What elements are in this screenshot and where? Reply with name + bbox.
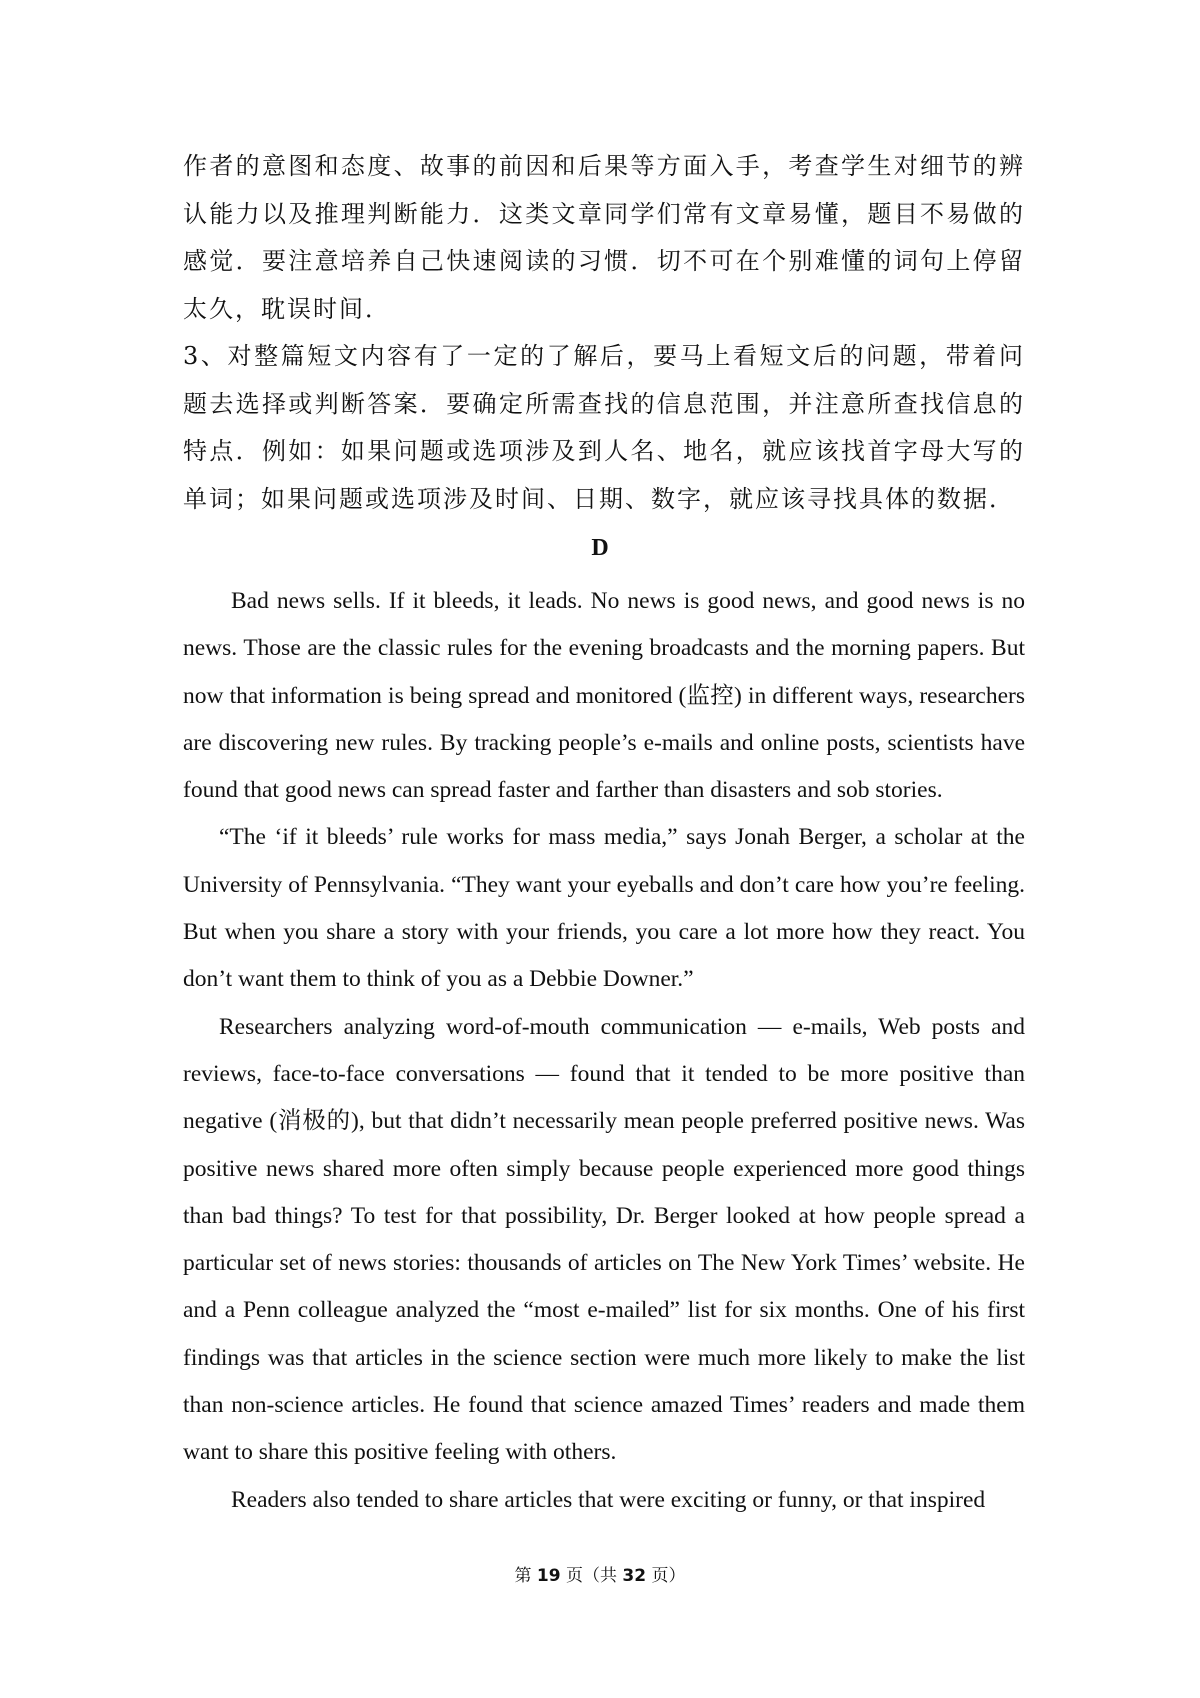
page-footer [0, 1561, 1200, 1586]
article-paragraph-1: Bad news sells. If it bleeds, it leads. No news is good news, and good news is no news. Those are the classic rules for the evening broadcasts and the morning papers. But now that information is being spread and monitored (监控) in different ways, researchers are discovering new rules. By tracking people’s e-mails and online posts, scientists have found that good news can spread faster and farther than disasters and sob stories. [183, 588, 1025, 804]
page-number: 19 [536, 1566, 561, 1586]
article-paragraph-4: Readers also tended to share articles that were exciting or funny, or that inspired [231, 1486, 986, 1513]
footer-prefix: 第 [514, 1566, 532, 1586]
article-paragraph-2: “The ‘if it bleeds’ rule works for mass media,” says Jonah Berger, a scholar at the University of Pennsylvania. “They want your eyeballs and don’t care how you’re feeling. But when you share a story with your friends, you care a lot more how they react. You don’t want them to think of you as a Debbie Downer.” [183, 824, 1025, 993]
intro-paragraph-2: 3、对整篇短文内容有了一定的了解后，要马上看短文后的问题，带着问题去选择或判断答案．要确定所需查找的信息范围，并注意所查找信息的特点．例如：如果问题或选项涉及到人名、地名，就应该找首字母大写的单词；如果问题或选项涉及时间、日期、数字，就应该寻找具体的数据． [183, 342, 1025, 513]
footer-suffix: 页） [651, 1566, 686, 1586]
footer-middle: 页（共 [566, 1566, 617, 1586]
article-paragraph-3: Researchers analyzing word-of-mouth communication — e-mails, Web posts and reviews, face-to-face conversations — found that it tended to be more positive than negative (消极的), but that didn’t necessarily mean people preferred positive news. Was positive news shared more often simply because people experienced more good things than bad things? To test for that possibility, Dr. Berger looked at how people spread a particular set of news stories: thousands of articles on The New York Times’ website. He and a Penn colleague analyzed the “most e-mailed” list for six months. One of his first findings was that articles in the science section were much more likely to make the list than non-science articles. He found that science amazed Times’ readers and made them want to share this positive feeling with others. [183, 1013, 1025, 1466]
article-body [183, 578, 1025, 1524]
intro-paragraph-1: 作者的意图和态度、故事的前因和后果等方面入手，考查学生对细节的辨认能力以及推理判断能力．这类文章同学们常有文章易懂，题目不易做的感觉．要注意培养自己快速阅读的习惯．切不可在个别难懂的词句上停留太久，耽误时间． [183, 152, 1025, 323]
total-pages: 32 [622, 1566, 647, 1586]
intro-text-block [183, 143, 1025, 523]
section-heading: D [591, 535, 609, 561]
